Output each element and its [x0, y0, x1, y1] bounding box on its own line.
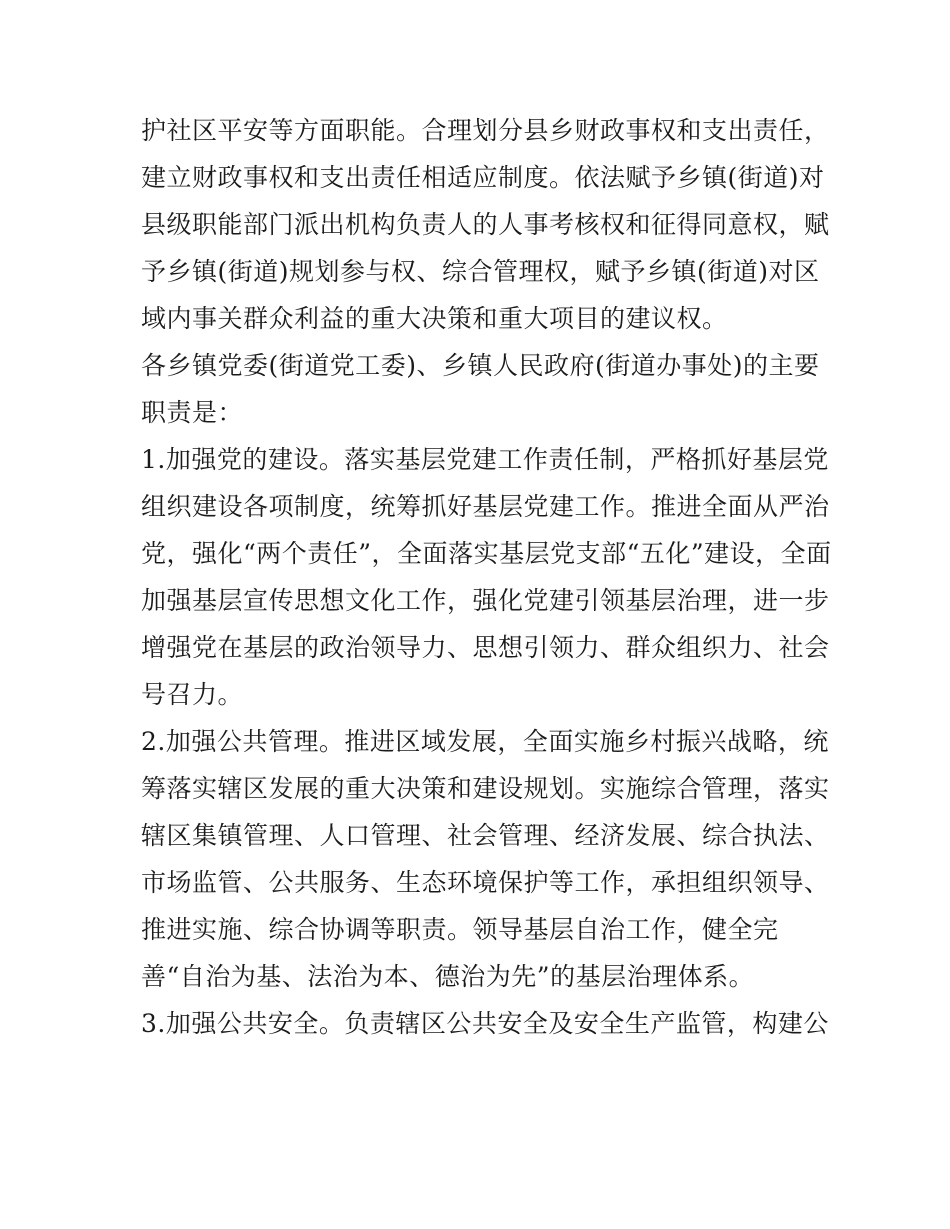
text-line: 2.加强公共管理。推进区域发展，全面实施乡村振兴战略，统: [141, 727, 829, 756]
text-line: 市场监管、公共服务、生态环境保护等工作，承担组织领导、: [141, 868, 830, 897]
text-line: 建立财政事权和支出责任相适应制度。依法赋予乡镇(街道)对: [141, 163, 825, 192]
text-line: 3.加强公共安全。负责辖区公共安全及安全生产监管，构建公: [141, 1009, 829, 1038]
text-line: 号召力。: [141, 680, 244, 709]
text-line: 职责是：: [141, 398, 244, 427]
text-line: 增强党在基层的政治领导力、思想引领力、群众组织力、社会: [141, 633, 830, 662]
text-line: 善“自治为基、法治为本、德治为先”的基层治理体系。: [141, 962, 755, 991]
text-line: 加强基层宣传思想文化工作，强化党建引领基层治理，进一步: [141, 586, 830, 615]
text-line: 予乡镇(街道)规划参与权、综合管理权，赋予乡镇(街道)对区: [141, 257, 820, 286]
text-line: 域内事关群众利益的重大决策和重大项目的建议权。: [141, 304, 728, 333]
text-line: 筹落实辖区发展的重大决策和建设规划。实施综合管理，落实: [141, 774, 830, 803]
text-line: 辖区集镇管理、人口管理、社会管理、经济发展、综合执法、: [141, 821, 830, 850]
text-line: 组织建设各项制度，统筹抓好基层党建工作。推进全面从严治: [141, 492, 830, 521]
text-line: 党，强化“两个责任”，全面落实基层党支部“五化”建设，全面: [141, 539, 832, 568]
document-body: [141, 107, 832, 1047]
text-line: 推进实施、综合协调等职责。领导基层自治工作，健全完: [141, 915, 779, 944]
text-line: 护社区平安等方面职能。合理划分县乡财政事权和支出责任，: [141, 116, 830, 145]
text-line: 县级职能部门派出机构负责人的人事考核权和征得同意权，赋: [141, 210, 830, 239]
text-line: 各乡镇党委(街道党工委)、乡镇人民政府(街道办事处)的主要: [141, 351, 820, 380]
text-line: 1.加强党的建设。落实基层党建工作责任制，严格抓好基层党: [141, 445, 829, 474]
